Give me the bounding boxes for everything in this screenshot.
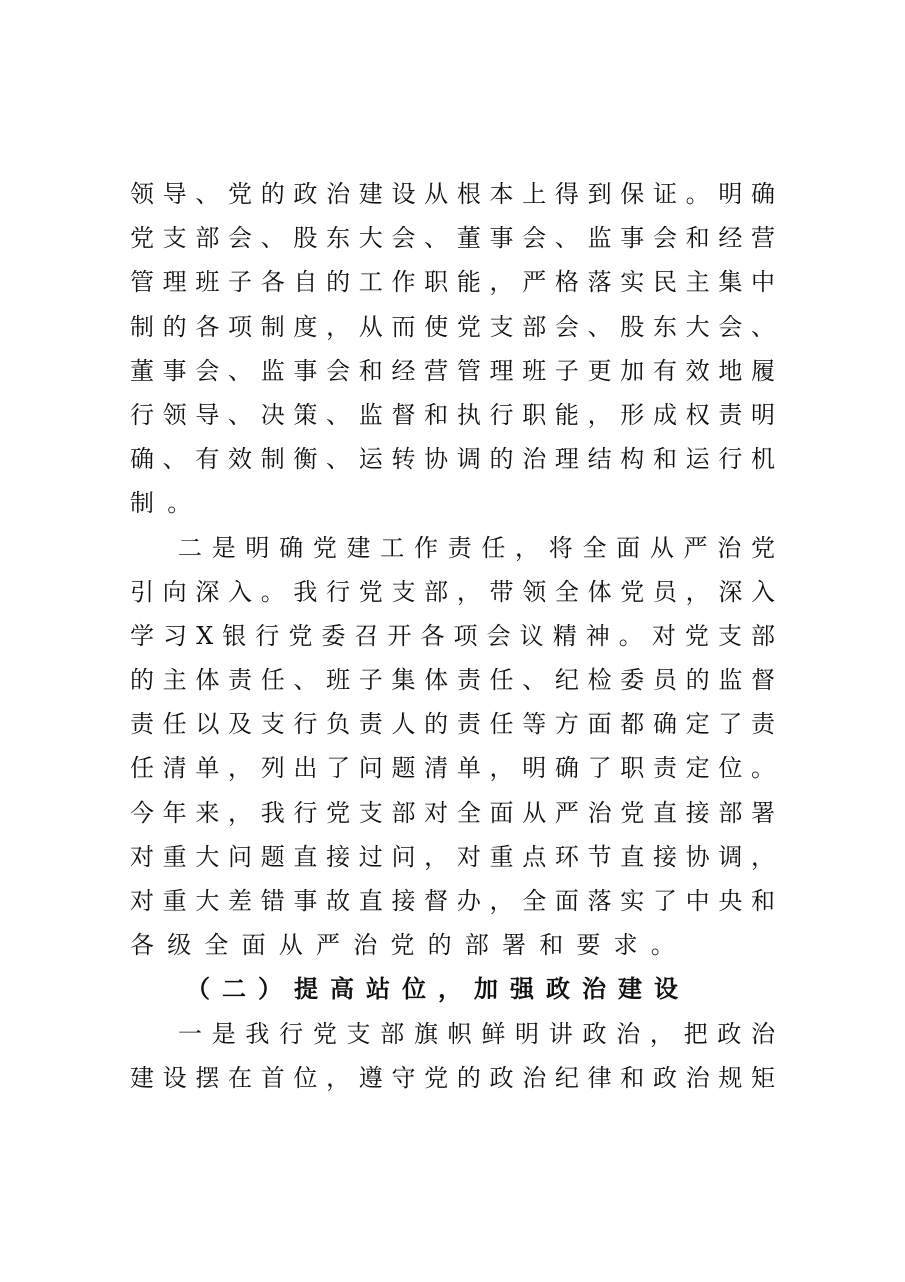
text-line: 管理班子各自的工作职能，严格落实民主集中 <box>130 268 775 297</box>
text-line: 学习X银行党委召开各项会议精神。对党支部 <box>130 621 775 650</box>
text-line: 对重大差错事故直接督办，全面落实了中央和 <box>130 887 775 915</box>
text-line: 责任以及支行负责人的责任等方面都确定了责 <box>130 710 775 739</box>
text-line: 制。 <box>130 489 205 518</box>
text-line: 各级全面从严治党的部署和要求。 <box>130 931 688 960</box>
text-line: 对重大问题直接过问，对重点环节直接协调， <box>130 842 775 871</box>
text-line: 建设摆在首位，遵守党的政治纪律和政治规矩 <box>130 1063 775 1092</box>
paragraph-first-line: 一是我行党支部旗帜鲜明讲政治，把政治 <box>178 1019 775 1048</box>
section-heading: （二）提高站位，加强政治建设 <box>186 974 690 1004</box>
text-line: 确、有效制衡、运转协调的治理结构和运行机 <box>130 445 775 474</box>
text-line: 今年来，我行党支部对全面从严治党直接部署 <box>130 798 775 827</box>
text-line: 领导、党的政治建设从根本上得到保证。明确 <box>130 180 775 208</box>
text-line: 的主体责任、班子集体责任、纪检委员的监督 <box>130 666 775 695</box>
text-line: 任清单，列出了问题清单，明确了职责定位。 <box>130 754 775 783</box>
text-line: 董事会、监事会和经营管理班子更加有效地履 <box>130 356 775 385</box>
text-line: 制的各项制度，从而使党支部会、股东大会、 <box>130 312 775 341</box>
paragraph-first-line: 二是明确党建工作责任，将全面从严治党 <box>178 533 775 562</box>
document-body <box>130 172 775 1100</box>
text-line: 党支部会、股东大会、董事会、监事会和经营 <box>130 224 775 253</box>
text-line: 引向深入。我行党支部，带领全体党员，深入 <box>130 577 775 606</box>
text-line: 行领导、决策、监督和执行职能，形成权责明 <box>130 400 775 429</box>
